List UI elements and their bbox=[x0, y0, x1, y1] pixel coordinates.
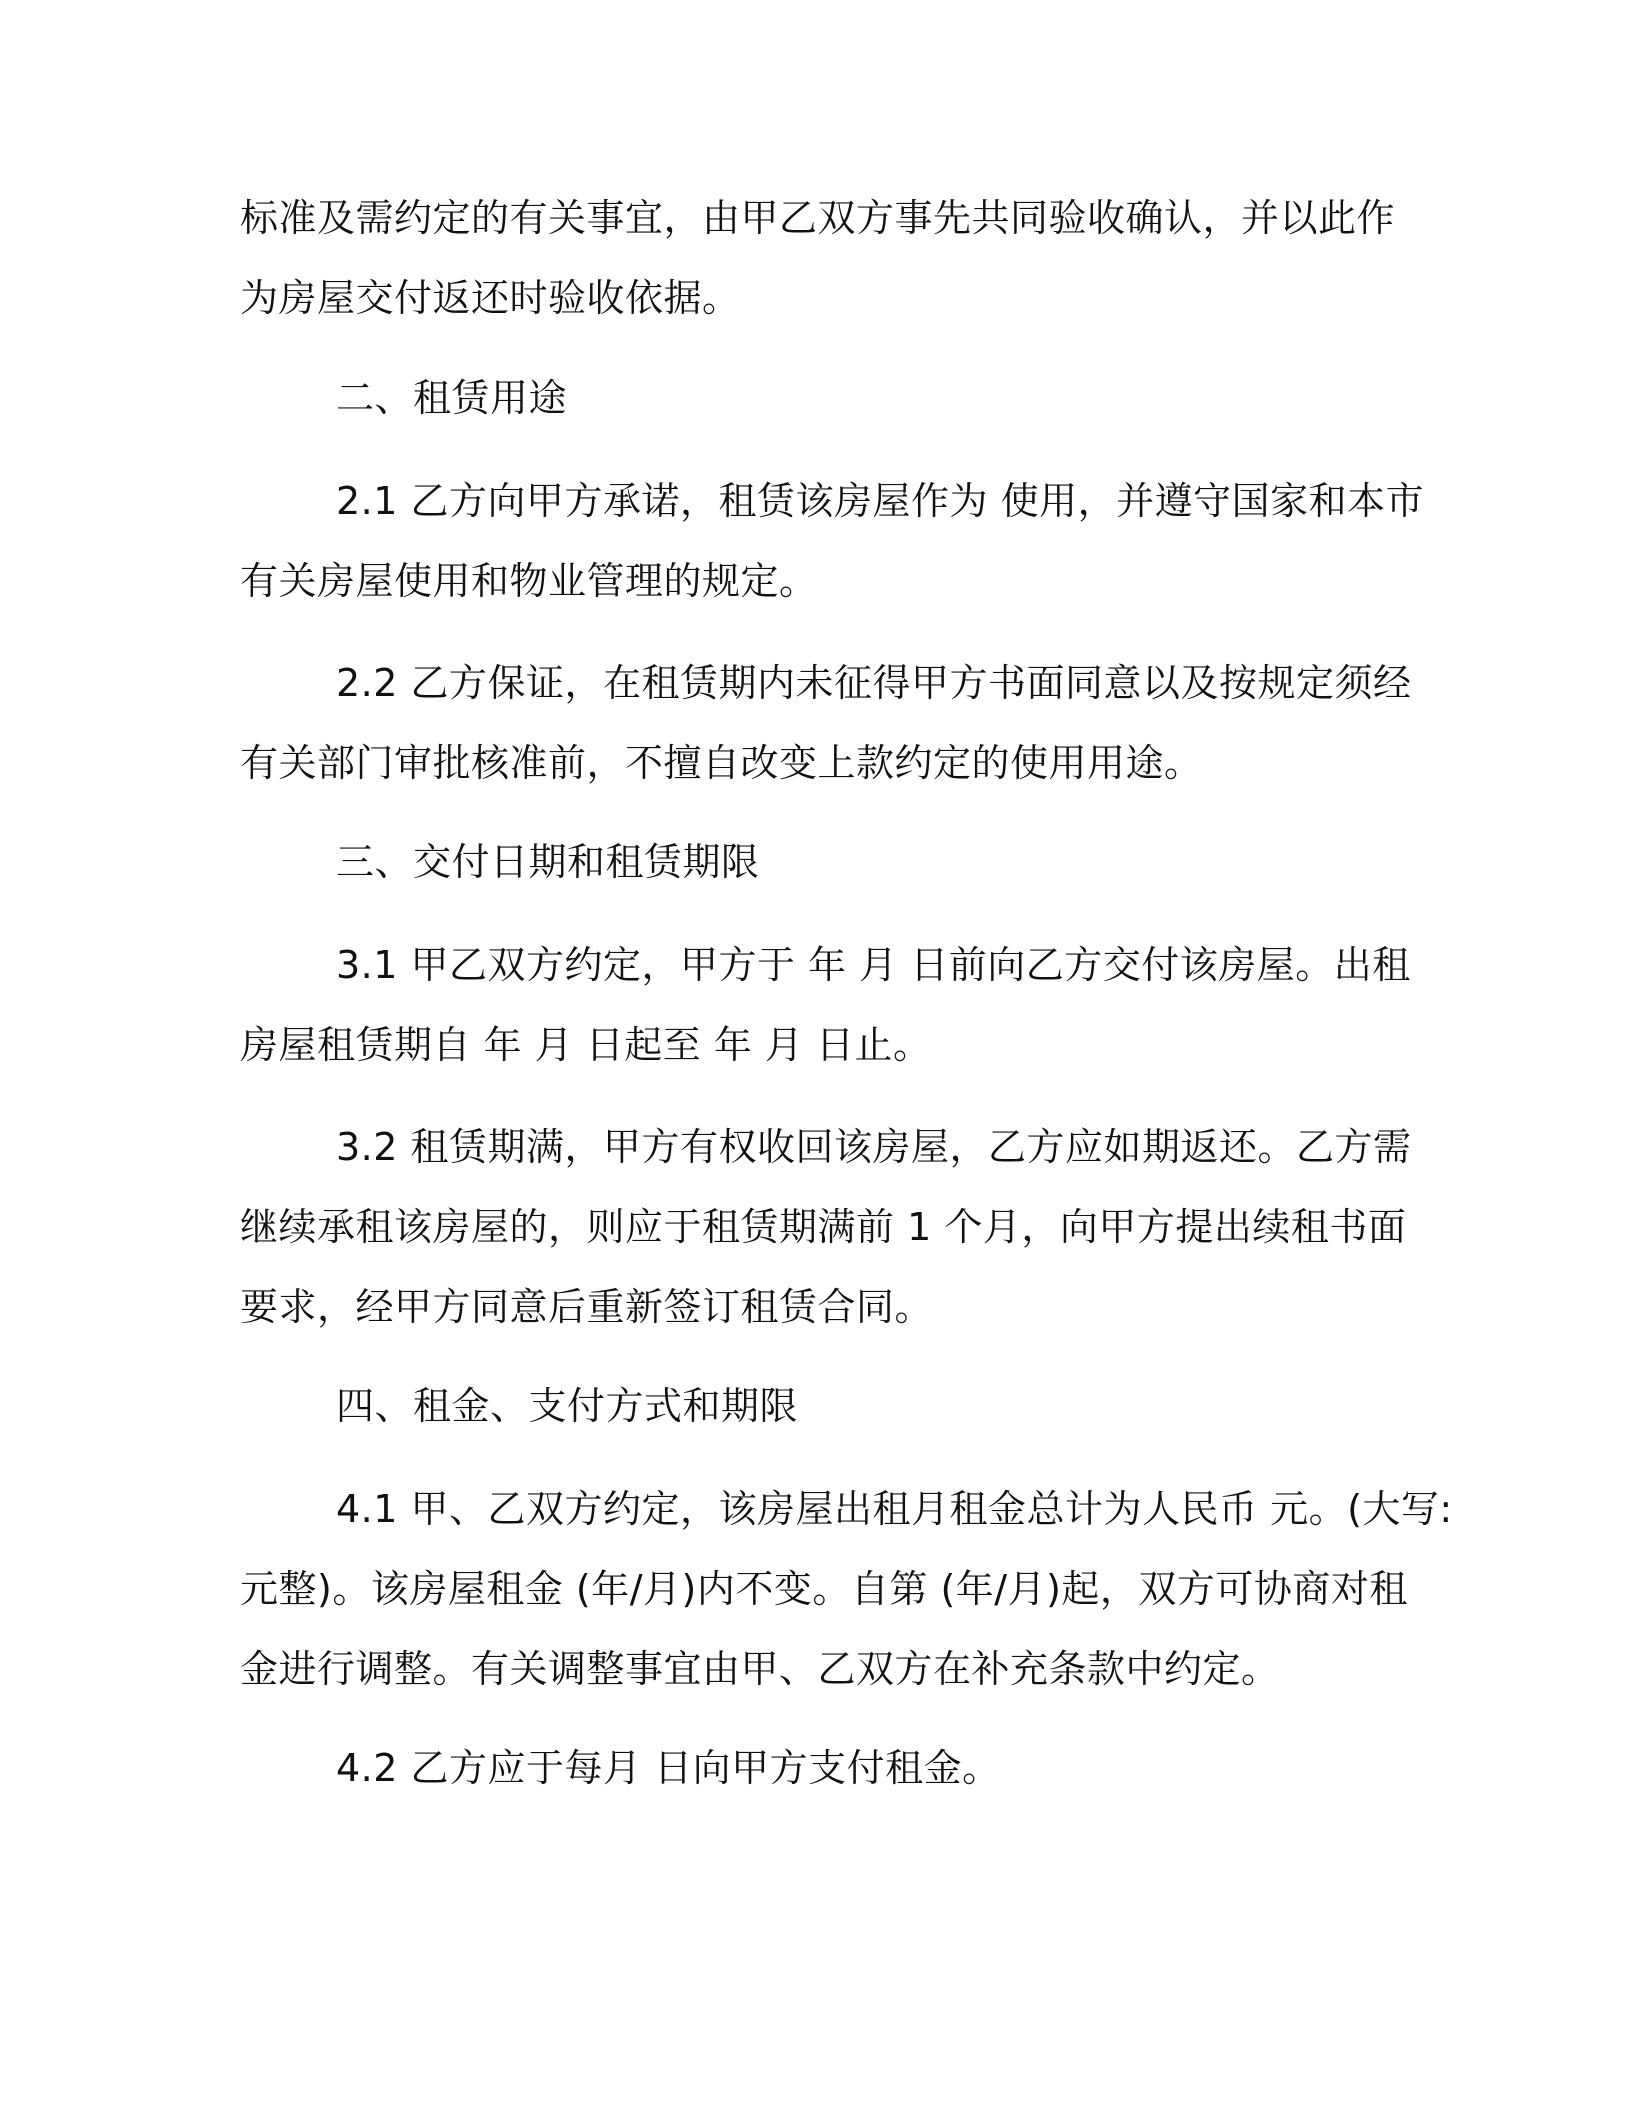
paragraph-line: 元整)。该房屋租金 (年/月)内不变。自第 (年/月)起，双方可协商对租 bbox=[240, 1567, 1408, 1611]
paragraph-line: 2.1 乙方向甲方承诺，租赁该房屋作为 使用，并遵守国家和本市 bbox=[336, 479, 1425, 523]
clause-2-2 bbox=[240, 643, 1420, 803]
paragraph-line: 要求，经甲方同意后重新签订租赁合同。 bbox=[240, 1285, 934, 1329]
paragraph-line: 3.2 租赁期满，甲方有权收回该房屋，乙方应如期返还。乙方需 bbox=[336, 1125, 1412, 1169]
paragraph-line: 有关房屋使用和物业管理的规定。 bbox=[240, 559, 818, 603]
clause-4-2 bbox=[240, 1728, 1420, 1808]
paragraph-line: 房屋租赁期自 年 月 日起至 年 月 日止。 bbox=[240, 1023, 932, 1067]
paragraph-continuation bbox=[240, 178, 1420, 338]
clause-4-1 bbox=[240, 1469, 1453, 1709]
clause-3-1 bbox=[240, 925, 1420, 1085]
paragraph-line: 4.1 甲、乙双方约定，该房屋出租月租金总计为人民币 元。(大写: bbox=[336, 1487, 1453, 1531]
section-heading-rent-payment bbox=[240, 1366, 1420, 1446]
clause-3-2 bbox=[240, 1107, 1420, 1347]
paragraph-line: 金进行调整。有关调整事宜由甲、乙双方在补充条款中约定。 bbox=[240, 1647, 1280, 1691]
clause-2-1 bbox=[240, 461, 1425, 621]
paragraph-line: 2.2 乙方保证，在租赁期内未征得甲方书面同意以及按规定须经 bbox=[336, 661, 1412, 705]
paragraph-line: 继续承租该房屋的，则应于租赁期满前 1 个月，向甲方提出续租书面 bbox=[240, 1205, 1407, 1249]
section-heading-lease-purpose bbox=[240, 358, 1420, 438]
paragraph-line: 为房屋交付返还时验收依据。 bbox=[240, 276, 741, 320]
section-heading: 四、租金、支付方式和期限 bbox=[336, 1384, 799, 1428]
paragraph-line: 4.2 乙方应于每月 日向甲方支付租金。 bbox=[336, 1746, 1001, 1790]
section-heading: 二、租赁用途 bbox=[336, 376, 568, 420]
paragraph-line: 标准及需约定的有关事宜，由甲乙双方事先共同验收确认，并以此作 bbox=[240, 196, 1396, 240]
section-heading-delivery-term bbox=[240, 822, 1420, 902]
section-heading: 三、交付日期和租赁期限 bbox=[336, 840, 760, 884]
paragraph-line: 有关部门审批核准前，不擅自改变上款约定的使用用途。 bbox=[240, 741, 1203, 785]
paragraph-line: 3.1 甲乙双方约定，甲方于 年 月 日前向乙方交付该房屋。出租 bbox=[336, 943, 1411, 987]
